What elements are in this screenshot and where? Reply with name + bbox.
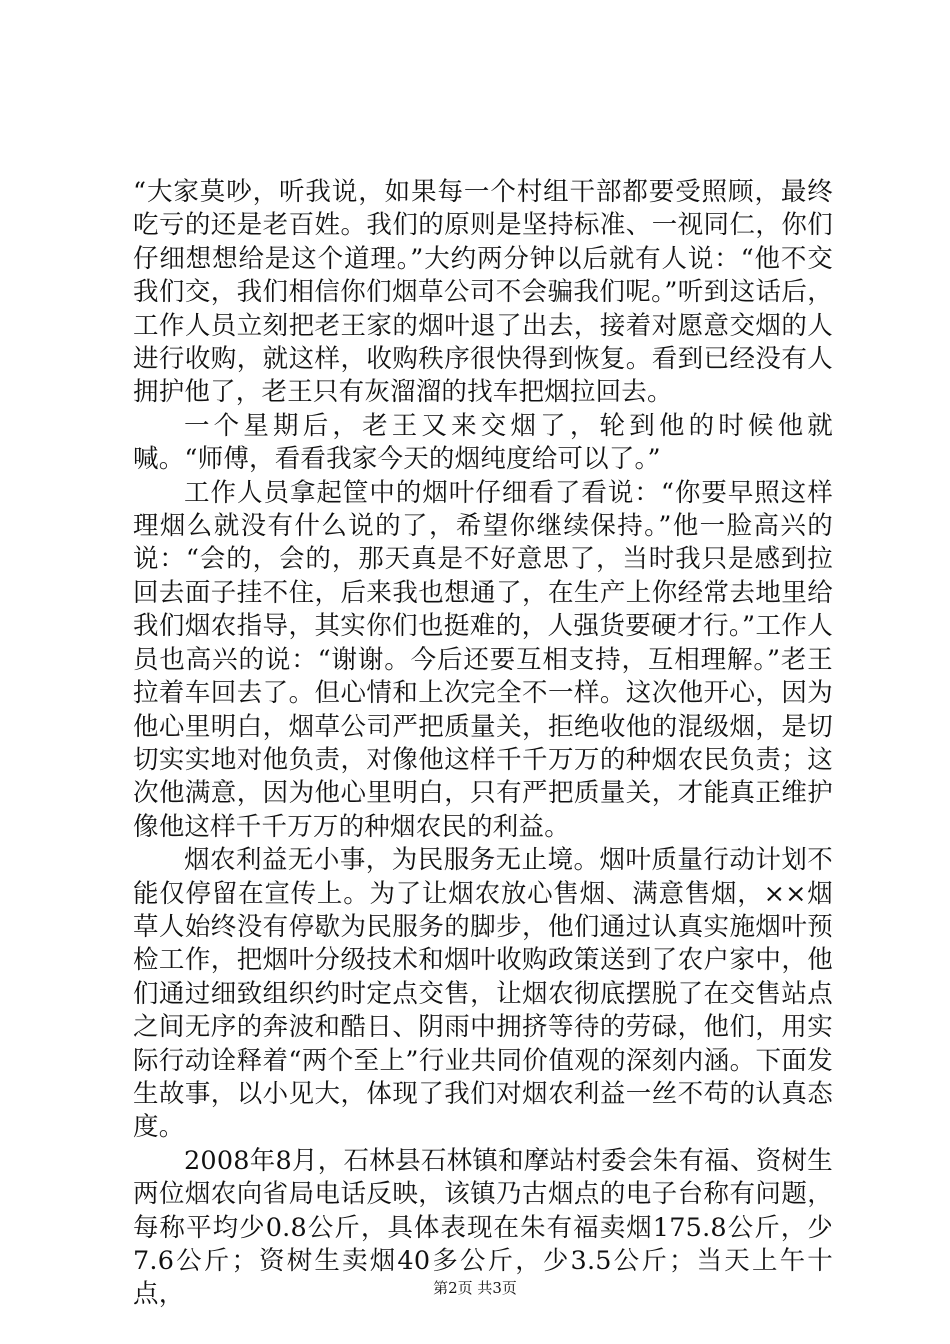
page-footer: 第2页 共3页 bbox=[433, 1279, 517, 1297]
paragraph-5: 2008年8月，石林县石林镇和摩站村委会朱有福、资树生两位烟农向省局电话反映，该镇乃古烟点的电子台称有问题，每称平均少0.8公斤，具体表现在朱有福卖烟175.8公斤，少7.6公斤；资树生卖烟40多公斤，少3.5公斤；当天上午十点， bbox=[133, 1145, 833, 1310]
paragraph-2: 一个星期后，老王又来交烟了，轮到他的时候他就喊。“师傅，看看我家今天的烟纯度给可以了。” bbox=[133, 410, 833, 475]
document-body bbox=[133, 176, 833, 1312]
paragraph-1: “大家莫吵，听我说，如果每一个村组干部都要受照顾，最终吃亏的还是老百姓。我们的原则是坚持标准、一视同仁，你们仔细想想给是这个道理。”大约两分钟以后就有人说：“他不交我们交，我们相信你们烟草公司不会骗我们呢。”听到这话后，工作人员立刻把老王家的烟叶退了出去，接着对愿意交烟的人进行收购，就这样，收购秩序很快得到恢复。看到已经没有人拥护他了，老王只有灰溜溜的找车把烟拉回去。 bbox=[133, 177, 833, 408]
paragraph-4: 烟农利益无小事，为民服务无止境。烟叶质量行动计划不能仅停留在宣传上。为了让烟农放心售烟、满意售烟，××烟草人始终没有停歇为民服务的脚步，他们通过认真实施烟叶预检工作，把烟叶分级技术和烟叶收购政策送到了农户家中，他们通过细致组织约时定点交售，让烟农彻底摆脱了在交售站点之间无序的奔波和酷日、阴雨中拥挤等待的劳碌，他们，用实际行动诠释着“两个至上”行业共同价值观的深刻内涵。下面发生故事，以小见大，体现了我们对烟农利益一丝不苟的认真态度。 bbox=[133, 845, 833, 1143]
paragraph-3: 工作人员拿起筐中的烟叶仔细看了看说：“你要早照这样理烟么就没有什么说的了，希望你继续保持。”他一脸高兴的说：“会的，会的，那天真是不好意思了，当时我只是感到拉回去面子挂不住，后来我也想通了，在生产上你经常去地里给我们烟农指导，其实你们也挺难的，人强货要硬才行。”工作人员也高兴的说：“谢谢。今后还要互相支持，互相理解。”老王拉着车回去了。但心情和上次完全不一样。这次他开心，因为他心里明白，烟草公司严把质量关，拒绝收他的混级烟，是切切实实地对他负责，对像他这样千千万万的种烟农民负责；这次他满意，因为他心里明白，只有严把质量关，才能真正维护像他这样千千万万的种烟农民的利益。 bbox=[133, 477, 833, 842]
